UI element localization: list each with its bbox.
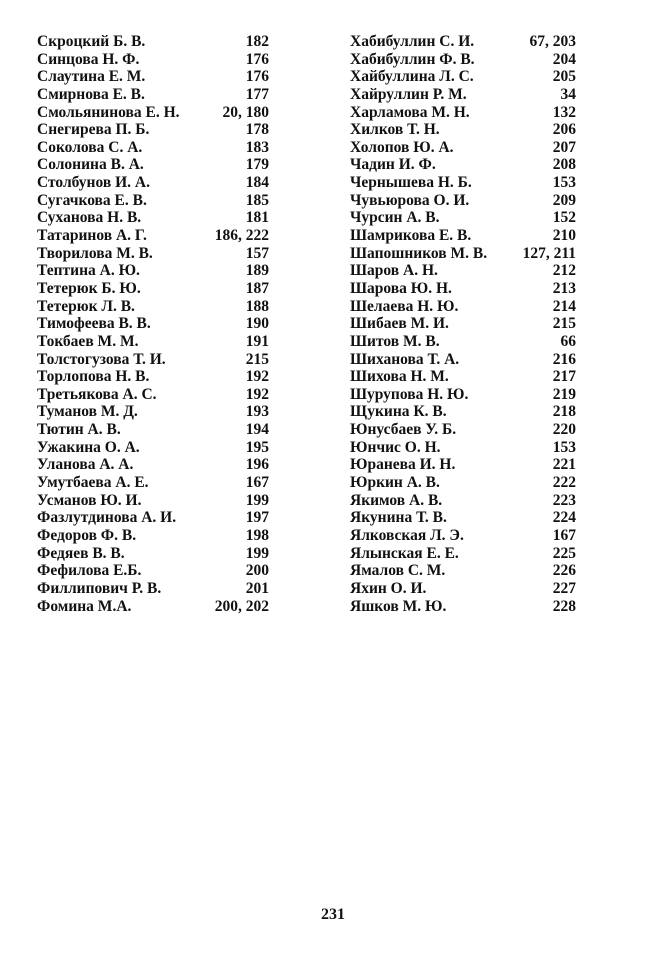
index-entry bbox=[37, 192, 269, 210]
index-entry bbox=[37, 527, 269, 545]
author-name: Творилова М. В. bbox=[37, 244, 153, 262]
page-references: 67, 203 bbox=[529, 33, 576, 50]
page-references: 200 bbox=[245, 562, 269, 580]
page-references: 20, 180 bbox=[222, 103, 269, 121]
author-name: Ялковская Л. Э. bbox=[350, 526, 464, 544]
page-references: 226 bbox=[552, 562, 576, 580]
author-name: Суханова Н. В. bbox=[37, 209, 142, 227]
author-name: Тимофеева В. В. bbox=[37, 315, 151, 333]
index-entry bbox=[37, 421, 269, 439]
page-references: 157 bbox=[245, 244, 269, 262]
index-entry bbox=[350, 33, 576, 51]
page-references: 127, 211 bbox=[522, 244, 576, 262]
author-name: Харламова М. Н. bbox=[350, 103, 470, 121]
author-name: Хабибуллин Ф. В. bbox=[350, 50, 475, 68]
index-entry bbox=[350, 598, 576, 616]
page-references: 227 bbox=[552, 579, 576, 597]
page-references: 132 bbox=[552, 103, 576, 121]
page-references: 201 bbox=[245, 579, 269, 597]
author-name: Шапошников М. В. bbox=[350, 244, 488, 262]
index-entry bbox=[37, 509, 269, 527]
author-name: Сугачкова Е. В. bbox=[37, 191, 147, 209]
index-entry bbox=[37, 51, 269, 69]
page-references: 204 bbox=[552, 50, 576, 68]
page-references: 210 bbox=[552, 227, 576, 245]
author-name: Хилков Т. Н. bbox=[350, 121, 440, 139]
page-references: 215 bbox=[245, 350, 269, 368]
page-references: 193 bbox=[245, 403, 269, 421]
index-entry bbox=[350, 386, 576, 404]
page-references: 184 bbox=[245, 174, 269, 192]
index-entry bbox=[350, 192, 576, 210]
author-name: Тютин А. В. bbox=[37, 421, 121, 439]
page-references: 209 bbox=[552, 191, 576, 209]
index-entry bbox=[350, 368, 576, 386]
page-references: 199 bbox=[245, 544, 269, 562]
author-name: Слаутина Е. М. bbox=[37, 68, 146, 86]
page-references: 177 bbox=[245, 85, 269, 103]
author-name: Тетерюк Б. Ю. bbox=[37, 279, 141, 297]
page-references: 194 bbox=[245, 421, 269, 439]
page-references: 216 bbox=[552, 350, 576, 368]
index-entry bbox=[350, 474, 576, 492]
index-entry bbox=[350, 262, 576, 280]
author-name: Яхин О. И. bbox=[350, 579, 427, 597]
page-references: 219 bbox=[552, 385, 576, 403]
author-name: Токбаев М. М. bbox=[37, 332, 139, 350]
index-entry bbox=[37, 156, 269, 174]
page-references: 176 bbox=[245, 50, 269, 68]
author-name: Ужакина О. А. bbox=[37, 438, 140, 456]
index-entry bbox=[37, 545, 269, 563]
author-name: Чадин И. Ф. bbox=[350, 156, 436, 174]
page-references: 66 bbox=[560, 332, 576, 350]
author-name: Хайруллин Р. М. bbox=[350, 85, 467, 103]
author-name: Якунина Т. В. bbox=[350, 509, 447, 527]
author-name: Толстогузова Т. И. bbox=[37, 350, 166, 368]
index-entry bbox=[37, 33, 269, 51]
page-references: 195 bbox=[245, 438, 269, 456]
index-entry bbox=[350, 562, 576, 580]
author-name: Яшков М. Ю. bbox=[350, 597, 447, 615]
index-entry bbox=[350, 527, 576, 545]
index-column-right bbox=[350, 33, 576, 615]
page-references: 200, 202 bbox=[214, 597, 269, 615]
author-name: Чувьюрова О. И. bbox=[350, 191, 470, 209]
author-name: Ялынская Е. Е. bbox=[350, 544, 459, 562]
index-column-left bbox=[37, 33, 269, 615]
index-entry bbox=[350, 104, 576, 122]
page-references: 206 bbox=[552, 121, 576, 139]
index-entry bbox=[37, 351, 269, 369]
index-entry bbox=[37, 68, 269, 86]
index-entry bbox=[350, 351, 576, 369]
author-name: Чурсин А. В. bbox=[350, 209, 440, 227]
author-name: Тетерюк Л. В. bbox=[37, 297, 135, 315]
page-references: 167 bbox=[245, 474, 269, 492]
page-references: 223 bbox=[552, 491, 576, 509]
index-entry bbox=[350, 439, 576, 457]
page-references: 186, 222 bbox=[214, 227, 269, 245]
page-references: 213 bbox=[552, 279, 576, 297]
author-name: Шиханова Т. А. bbox=[350, 350, 460, 368]
index-entry bbox=[350, 139, 576, 157]
page-references: 181 bbox=[245, 209, 269, 227]
index-entry bbox=[37, 121, 269, 139]
author-name: Шаров А. Н. bbox=[350, 262, 438, 280]
index-entry bbox=[37, 492, 269, 510]
index-entry bbox=[37, 298, 269, 316]
page-references: 208 bbox=[552, 156, 576, 174]
index-entry bbox=[350, 315, 576, 333]
index-entry bbox=[37, 174, 269, 192]
author-name: Холопов Ю. А. bbox=[350, 138, 454, 156]
index-entry bbox=[350, 174, 576, 192]
page-references: 207 bbox=[552, 138, 576, 156]
index-entry bbox=[350, 280, 576, 298]
index-entry bbox=[37, 386, 269, 404]
author-name: Уланова А. А. bbox=[37, 456, 134, 474]
page-references: 222 bbox=[552, 474, 576, 492]
author-name: Шитов М. В. bbox=[350, 332, 440, 350]
author-name: Татаринов А. Г. bbox=[37, 227, 147, 245]
author-name: Шелаева Н. Ю. bbox=[350, 297, 459, 315]
index-entry bbox=[37, 209, 269, 227]
index-entry bbox=[350, 456, 576, 474]
page-references: 224 bbox=[552, 509, 576, 527]
index-entry bbox=[350, 333, 576, 351]
author-name: Якимов А. В. bbox=[350, 491, 443, 509]
index-entry bbox=[37, 104, 269, 122]
page-number: 231 bbox=[321, 906, 345, 923]
page-references: 205 bbox=[552, 68, 576, 86]
author-name: Фомина М.А. bbox=[37, 597, 132, 615]
author-name: Юнусбаев У. Б. bbox=[350, 421, 457, 439]
author-name: Хайбуллина Л. С. bbox=[350, 68, 474, 86]
index-entry bbox=[37, 598, 269, 616]
page-references: 196 bbox=[245, 456, 269, 474]
page-references: 218 bbox=[552, 403, 576, 421]
page-references: 176 bbox=[245, 68, 269, 86]
page-references: 179 bbox=[245, 156, 269, 174]
index-entry bbox=[350, 156, 576, 174]
index-entry bbox=[350, 492, 576, 510]
index-entry bbox=[37, 562, 269, 580]
author-name: Соколова С. А. bbox=[37, 138, 143, 156]
index-entry bbox=[350, 86, 576, 104]
page-references: 188 bbox=[245, 297, 269, 315]
author-name: Умутбаева А. Е. bbox=[37, 474, 149, 492]
page-references: 183 bbox=[245, 138, 269, 156]
index-entry bbox=[37, 439, 269, 457]
author-name: Филлипович Р. В. bbox=[37, 579, 162, 597]
page-references: 221 bbox=[552, 456, 576, 474]
author-name: Снегирева П. Б. bbox=[37, 121, 150, 139]
author-name: Скроцкий Б. В. bbox=[37, 33, 146, 50]
index-entry bbox=[350, 403, 576, 421]
page-references: 152 bbox=[552, 209, 576, 227]
author-name: Шихова Н. М. bbox=[350, 368, 449, 386]
page-references: 228 bbox=[552, 597, 576, 615]
index-entry bbox=[350, 227, 576, 245]
page-references: 214 bbox=[552, 297, 576, 315]
index-entry bbox=[37, 86, 269, 104]
index-entry bbox=[37, 368, 269, 386]
author-name: Торлопова Н. В. bbox=[37, 368, 150, 386]
index-entry bbox=[37, 456, 269, 474]
index-entry bbox=[350, 209, 576, 227]
page-references: 187 bbox=[245, 279, 269, 297]
index-entry bbox=[37, 262, 269, 280]
page-references: 153 bbox=[552, 438, 576, 456]
index-entry bbox=[37, 333, 269, 351]
page-references: 225 bbox=[552, 544, 576, 562]
index-entry bbox=[350, 580, 576, 598]
index-entry bbox=[37, 245, 269, 263]
author-name: Туманов М. Д. bbox=[37, 403, 138, 421]
author-name: Столбунов И. А. bbox=[37, 174, 150, 192]
author-name: Третьякова А. С. bbox=[37, 385, 157, 403]
author-name: Федяев В. В. bbox=[37, 544, 125, 562]
page-references: 199 bbox=[245, 491, 269, 509]
index-entry bbox=[350, 245, 576, 263]
page-references: 191 bbox=[245, 332, 269, 350]
author-name: Хабибуллин С. И. bbox=[350, 33, 475, 50]
page-references: 178 bbox=[245, 121, 269, 139]
page-references: 192 bbox=[245, 368, 269, 386]
index-entry bbox=[350, 545, 576, 563]
author-name: Ямалов С. М. bbox=[350, 562, 446, 580]
author-name: Шарова Ю. Н. bbox=[350, 279, 452, 297]
author-name: Фефилова Е.Б. bbox=[37, 562, 142, 580]
page-references: 153 bbox=[552, 174, 576, 192]
page-references: 198 bbox=[245, 526, 269, 544]
page-references: 220 bbox=[552, 421, 576, 439]
index-entry bbox=[350, 421, 576, 439]
author-name: Федоров Ф. В. bbox=[37, 526, 137, 544]
author-name: Чернышева Н. Б. bbox=[350, 174, 472, 192]
index-entry bbox=[37, 580, 269, 598]
author-name: Усманов Ю. И. bbox=[37, 491, 142, 509]
page-references: 212 bbox=[552, 262, 576, 280]
author-name: Синцова Н. Ф. bbox=[37, 50, 140, 68]
page-references: 182 bbox=[245, 33, 269, 50]
page-references: 190 bbox=[245, 315, 269, 333]
author-name: Юркин А. В. bbox=[350, 474, 440, 492]
author-name: Смирнова Е. В. bbox=[37, 85, 145, 103]
index-entry bbox=[350, 509, 576, 527]
page-references: 192 bbox=[245, 385, 269, 403]
page-references: 185 bbox=[245, 191, 269, 209]
page-references: 189 bbox=[245, 262, 269, 280]
author-name: Фазлутдинова А. И. bbox=[37, 509, 177, 527]
author-name: Тептина А. Ю. bbox=[37, 262, 140, 280]
index-entry bbox=[37, 139, 269, 157]
author-name: Шурупова Н. Ю. bbox=[350, 385, 469, 403]
index-entry bbox=[350, 68, 576, 86]
index-entry bbox=[37, 227, 269, 245]
author-name: Шамрикова Е. В. bbox=[350, 227, 472, 245]
index-entry bbox=[350, 298, 576, 316]
author-name: Щукина К. В. bbox=[350, 403, 447, 421]
index-entry bbox=[37, 315, 269, 333]
index-entry bbox=[350, 121, 576, 139]
page-references: 217 bbox=[552, 368, 576, 386]
author-name: Юранева И. Н. bbox=[350, 456, 456, 474]
page-references: 167 bbox=[552, 526, 576, 544]
page-references: 215 bbox=[552, 315, 576, 333]
author-name: Солонина В. А. bbox=[37, 156, 144, 174]
author-name: Шибаев М. И. bbox=[350, 315, 449, 333]
author-name: Смольянинова Е. Н. bbox=[37, 103, 180, 121]
index-entry bbox=[37, 474, 269, 492]
index-entry bbox=[350, 51, 576, 69]
index-entry bbox=[37, 280, 269, 298]
index-entry bbox=[37, 403, 269, 421]
page-references: 197 bbox=[245, 509, 269, 527]
author-name: Юнчис О. Н. bbox=[350, 438, 441, 456]
page-references: 34 bbox=[560, 85, 576, 103]
